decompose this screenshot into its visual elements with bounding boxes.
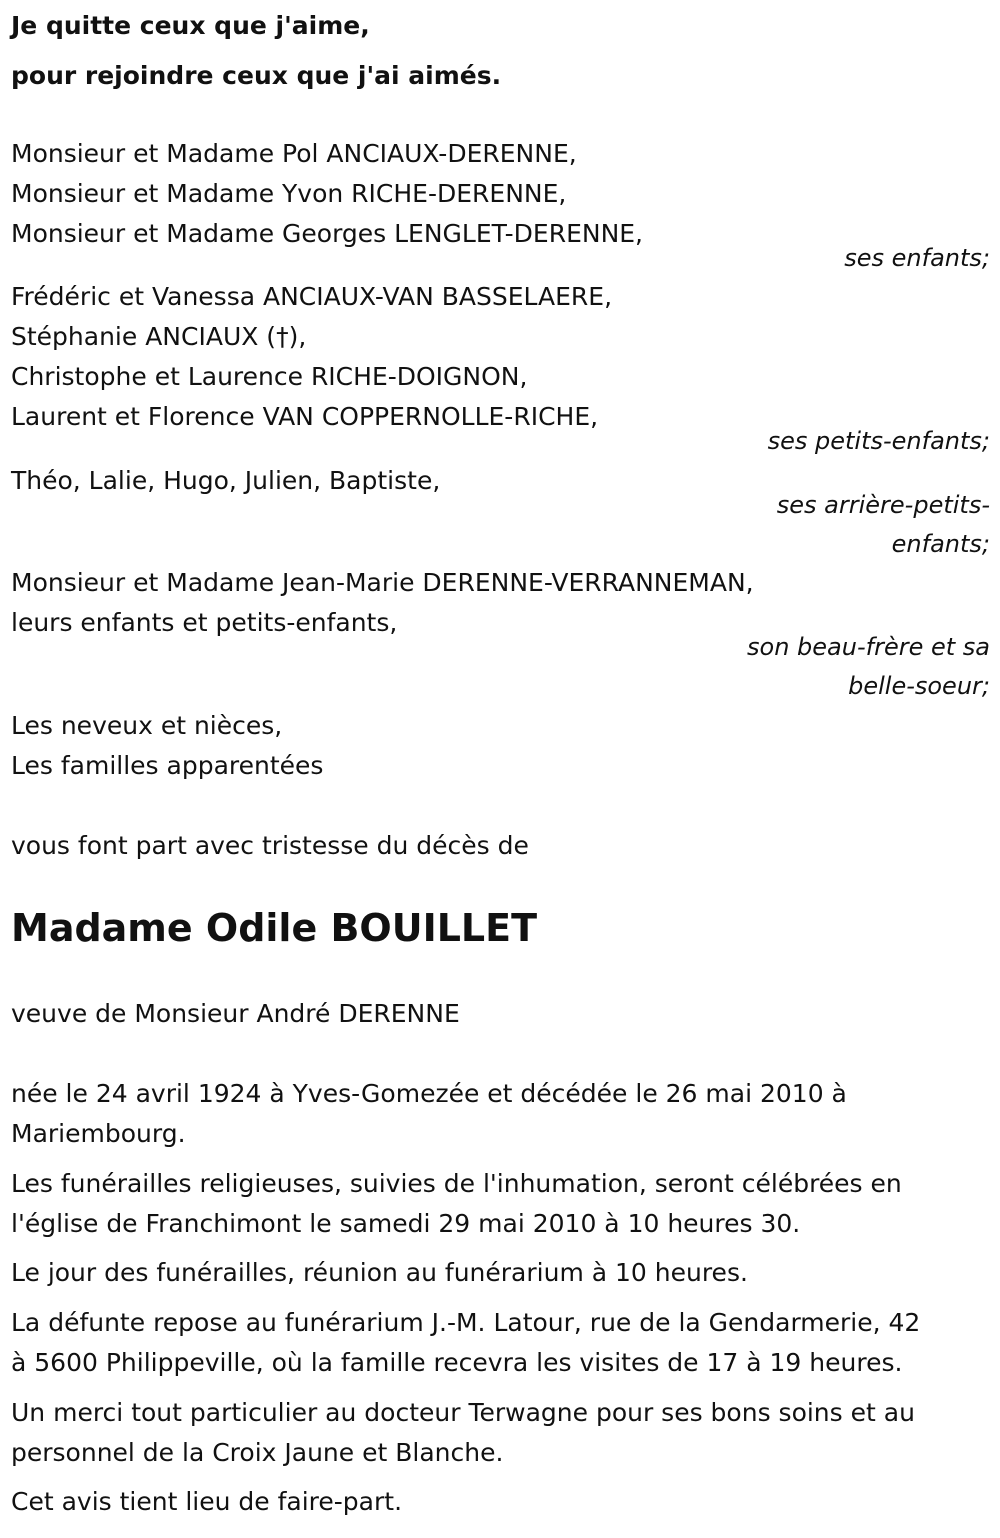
in-law-name: Monsieur et Madame Jean-Marie DERENNE-VERRANNEMAN, xyxy=(11,568,754,597)
grandchild-name: Laurent et Florence VAN COPPERNOLLE-RICHE, xyxy=(11,402,599,431)
funeral-line-1: Les funérailles religieuses, suivies de l'inhumation, seront célébrées en xyxy=(11,1169,902,1198)
grandchild-name: Frédéric et Vanessa ANCIAUX-VAN BASSELAERE, xyxy=(11,282,613,311)
great-grandchildren-names: Théo, Lalie, Hugo, Julien, Baptiste, xyxy=(11,466,441,495)
relation-in-laws-line-2: belle-soeur; xyxy=(848,672,990,700)
relation-great-grandchildren-line-2: enfants; xyxy=(891,530,990,558)
announcement-text: vous font part avec tristesse du décès de xyxy=(11,831,529,860)
relation-grandchildren: ses petits-enfants; xyxy=(767,427,990,455)
child-name: Monsieur et Madame Georges LENGLET-DERENNE, xyxy=(11,219,644,248)
closing-text: Cet avis tient lieu de faire-part. xyxy=(11,1487,403,1516)
rest-line-1: La défunte repose au funérarium J.-M. Latour, rue de la Gendarmerie, 42 xyxy=(11,1308,921,1337)
grandchild-name: Christophe et Laurence RICHE-DOIGNON, xyxy=(11,362,528,391)
birth-death-line-2: Mariembourg. xyxy=(11,1119,186,1148)
epigraph-line-2: pour rejoindre ceux que j'ai aimés. xyxy=(11,61,502,90)
gathering-text: Le jour des funérailles, réunion au funérarium à 10 heures. xyxy=(11,1258,748,1287)
relation-great-grandchildren-line-1: ses arrière-petits- xyxy=(776,491,990,519)
relation-in-laws-line-1: son beau-frère et sa xyxy=(747,633,990,661)
in-law-name: leurs enfants et petits-enfants, xyxy=(11,608,398,637)
child-name: Monsieur et Madame Pol ANCIAUX-DERENNE, xyxy=(11,139,577,168)
child-name: Monsieur et Madame Yvon RICHE-DERENNE, xyxy=(11,179,567,208)
deceased-name: Madame Odile BOUILLET xyxy=(11,906,538,950)
epigraph-line-1: Je quitte ceux que j'aime, xyxy=(11,11,370,40)
grandchild-name: Stéphanie ANCIAUX (†), xyxy=(11,322,307,351)
widow-of-text: veuve de Monsieur André DERENNE xyxy=(11,999,460,1028)
rest-line-2: à 5600 Philippeville, où la famille recevra les visites de 17 à 19 heures. xyxy=(11,1348,903,1377)
birth-death-line-1: née le 24 avril 1924 à Yves-Gomezée et décédée le 26 mai 2010 à xyxy=(11,1079,847,1108)
thanks-line-1: Un merci tout particulier au docteur Terwagne pour ses bons soins et au xyxy=(11,1398,915,1427)
extended-family-line: Les neveux et nièces, xyxy=(11,711,283,740)
relation-children: ses enfants; xyxy=(844,244,990,272)
extended-family-line: Les familles apparentées xyxy=(11,751,324,780)
funeral-line-2: l'église de Franchimont le samedi 29 mai 2010 à 10 heures 30. xyxy=(11,1209,801,1238)
thanks-line-2: personnel de la Croix Jaune et Blanche. xyxy=(11,1438,504,1467)
